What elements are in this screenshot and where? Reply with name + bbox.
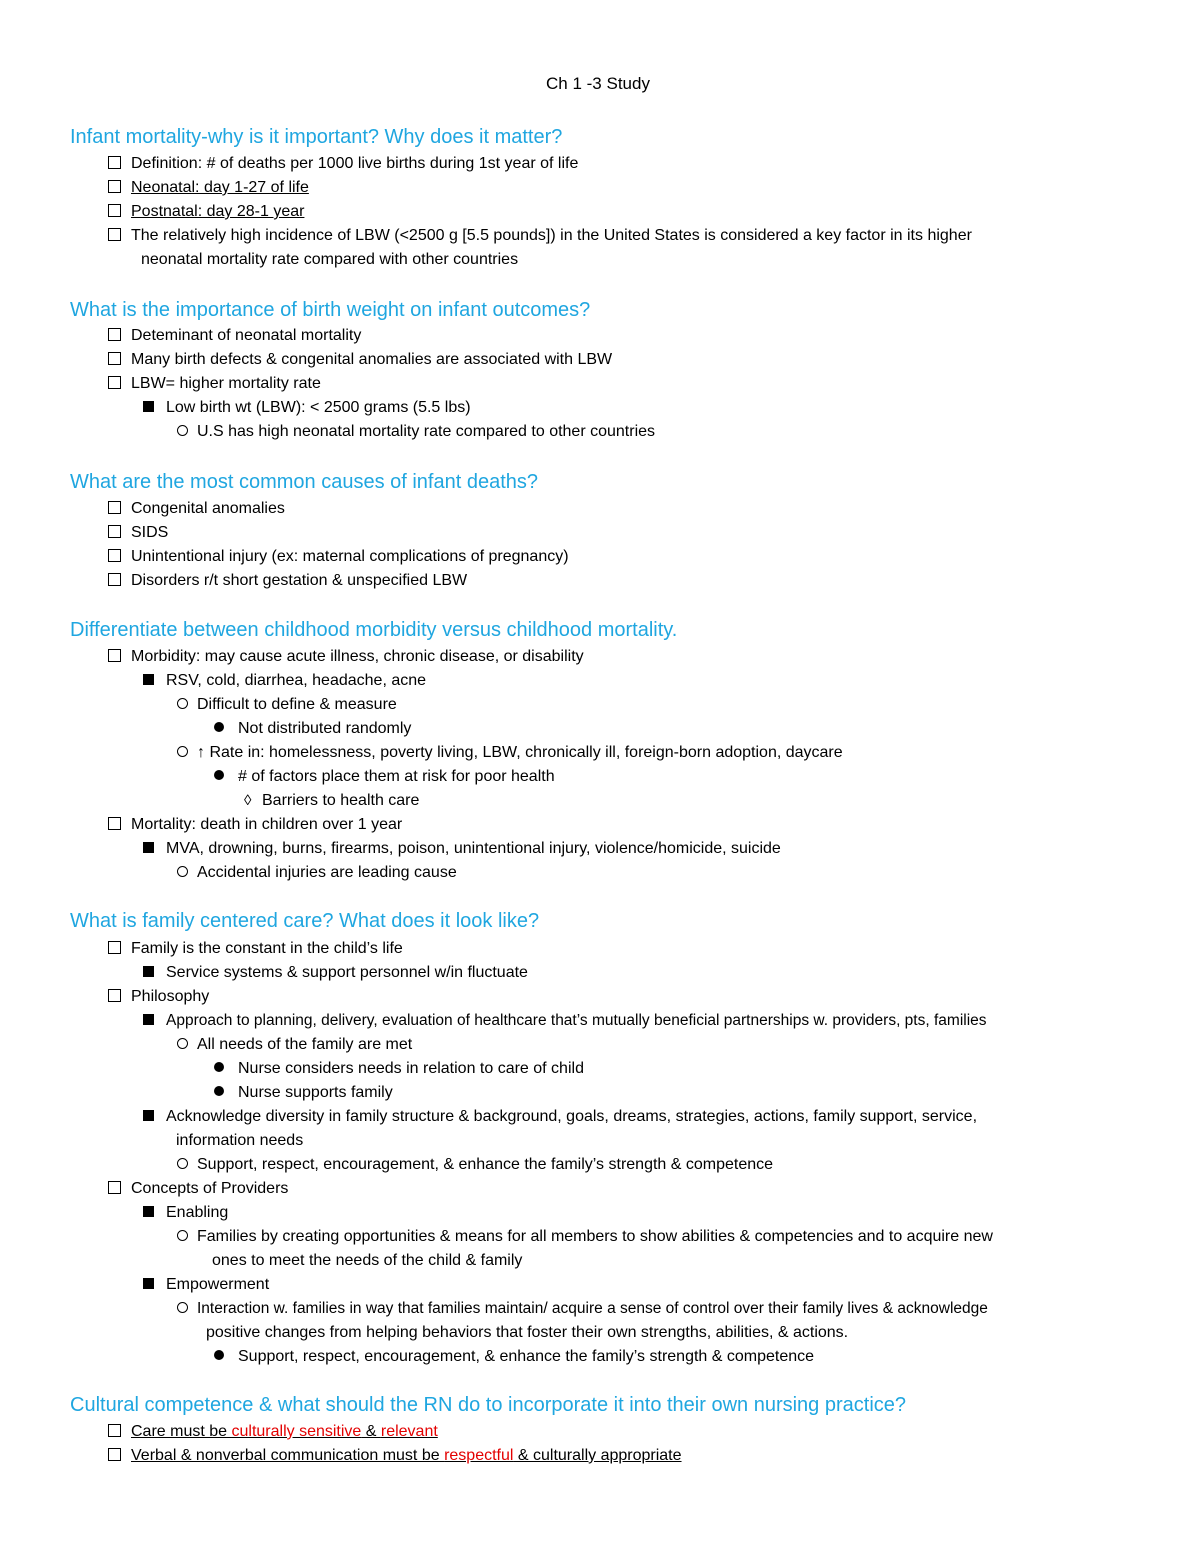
square-bullet-icon — [143, 1278, 154, 1289]
list-item: Unintentional injury (ex: maternal complications of pregnancy) — [108, 546, 569, 568]
circle-bullet-icon — [177, 1158, 188, 1169]
list-item-continuation: information needs — [176, 1132, 304, 1149]
list-item: SIDS — [108, 522, 168, 544]
list-item: Accidental injuries are leading cause — [177, 862, 457, 884]
square-bullet-icon — [143, 966, 154, 977]
square-bullet-icon — [143, 1206, 154, 1217]
section-heading: What is family centered care? What does it look like? — [70, 910, 540, 932]
list-item: Postnatal: day 28-1 year — [108, 201, 304, 223]
checkbox-icon — [108, 204, 121, 217]
square-bullet-icon — [143, 401, 154, 412]
square-bullet-icon — [143, 674, 154, 685]
list-item: Verbal & nonverbal communication must be respectful & culturally appropriate — [108, 1445, 682, 1467]
square-bullet-icon — [143, 1110, 154, 1121]
list-item-continuation: neonatal mortality rate compared with other countries — [141, 251, 519, 268]
list-item: Support, respect, encouragement, & enhance the family’s strength & competence — [214, 1346, 814, 1368]
checkbox-icon — [108, 649, 121, 662]
emphasis-text: respectful — [444, 1447, 514, 1464]
list-item: Family is the constant in the child’s life — [108, 938, 403, 960]
checkbox-icon — [108, 228, 121, 241]
list-item: U.S has high neonatal mortality rate compared to other countries — [177, 421, 655, 443]
checkbox-icon — [108, 1181, 121, 1194]
emphasis-text: relevant — [380, 1423, 438, 1440]
circle-bullet-icon — [177, 1038, 188, 1049]
section-heading: Infant mortality-why is it important? Why does it matter? — [70, 126, 563, 148]
list-item: All needs of the family are met — [177, 1034, 412, 1056]
list-item: Not distributed randomly — [214, 718, 411, 740]
list-item: Nurse considers needs in relation to care of child — [214, 1058, 584, 1080]
list-item: Philosophy — [108, 986, 209, 1008]
checkbox-icon — [108, 1448, 121, 1461]
list-item: RSV, cold, diarrhea, headache, acne — [143, 670, 426, 692]
list-item: Support, respect, encouragement, & enhance the family’s strength & competence — [177, 1154, 773, 1176]
checkbox-icon — [108, 941, 121, 954]
list-item: Enabling — [143, 1202, 228, 1224]
list-item: Difficult to define & measure — [177, 694, 397, 716]
list-item: Families by creating opportunities & means for all members to show abilities & competencies and to acquire new — [177, 1226, 993, 1248]
list-item: Neonatal: day 1-27 of life — [108, 177, 309, 199]
circle-bullet-icon — [177, 425, 188, 436]
list-item: # of factors place them at risk for poor health — [214, 766, 555, 788]
list-item: Low birth wt (LBW): < 2500 grams (5.5 lbs) — [143, 397, 471, 419]
list-item: Empowerment — [143, 1274, 269, 1296]
checkbox-icon — [108, 328, 121, 341]
list-item: Approach to planning, delivery, evaluation of healthcare that’s mutually beneficial partnerships w. providers, pts, families — [143, 1010, 987, 1032]
list-item: Congenital anomalies — [108, 498, 285, 520]
diamond-bullet-icon: ◊ — [244, 792, 252, 809]
list-item-continuation: ones to meet the needs of the child & family — [212, 1252, 523, 1269]
list-item: Interaction w. families in way that families maintain/ acquire a sense of control over their family lives & acknowledge — [177, 1298, 988, 1320]
checkbox-icon — [108, 573, 121, 586]
square-bullet-icon — [143, 1014, 154, 1025]
list-item: Acknowledge diversity in family structure & background, goals, dreams, strategies, actions, family support, service, — [143, 1106, 977, 1128]
list-item: Morbidity: may cause acute illness, chronic disease, or disability — [108, 646, 584, 668]
list-item: ↑ Rate in: homelessness, poverty living, LBW, chronically ill, foreign-born adoption, daycare — [177, 742, 843, 764]
dot-bullet-icon — [214, 1062, 224, 1072]
checkbox-icon — [108, 376, 121, 389]
list-item: LBW= higher mortality rate — [108, 373, 321, 395]
checkbox-icon — [108, 501, 121, 514]
list-item: Mortality: death in children over 1 year — [108, 814, 402, 836]
list-item: Care must be culturally sensitive & relevant — [108, 1421, 438, 1443]
checkbox-icon — [108, 525, 121, 538]
dot-bullet-icon — [214, 1086, 224, 1096]
page-title: Ch 1 -3 Study — [546, 74, 650, 93]
list-item-continuation: positive changes from helping behaviors that foster their own strengths, abilities, & actions. — [206, 1324, 849, 1341]
dot-bullet-icon — [214, 722, 224, 732]
list-item: Many birth defects & congenital anomalies are associated with LBW — [108, 349, 612, 371]
dot-bullet-icon — [214, 770, 224, 780]
checkbox-icon — [108, 989, 121, 1002]
checkbox-icon — [108, 156, 121, 169]
checkbox-icon — [108, 1424, 121, 1437]
dot-bullet-icon — [214, 1350, 224, 1360]
square-bullet-icon — [143, 842, 154, 853]
circle-bullet-icon — [177, 698, 188, 709]
section-heading: Differentiate between childhood morbidity versus childhood mortality. — [70, 619, 678, 641]
list-item: Definition: # of deaths per 1000 live births during 1st year of life — [108, 153, 578, 175]
circle-bullet-icon — [177, 866, 188, 877]
list-item: The relatively high incidence of LBW (<2500 g [5.5 pounds]) in the United States is considered a key factor in its higher — [108, 225, 972, 247]
section-heading: Cultural competence & what should the RN do to incorporate it into their own nursing practice? — [70, 1394, 907, 1416]
list-item: Nurse supports family — [214, 1082, 393, 1104]
list-item: ◊ Barriers to health care — [244, 790, 419, 812]
emphasis-text: culturally sensitive — [231, 1423, 362, 1440]
list-item: MVA, drowning, burns, firearms, poison, unintentional injury, violence/homicide, suicide — [143, 838, 781, 860]
list-item: Concepts of Providers — [108, 1178, 288, 1200]
checkbox-icon — [108, 180, 121, 193]
section-heading: What is the importance of birth weight on infant outcomes? — [70, 299, 591, 321]
circle-bullet-icon — [177, 746, 188, 757]
checkbox-icon — [108, 549, 121, 562]
checkbox-icon — [108, 817, 121, 830]
list-item: Deteminant of neonatal mortality — [108, 325, 361, 347]
circle-bullet-icon — [177, 1230, 188, 1241]
section-heading: What are the most common causes of infant deaths? — [70, 471, 539, 493]
checkbox-icon — [108, 352, 121, 365]
list-item: Disorders r/t short gestation & unspecified LBW — [108, 570, 467, 592]
list-item: Service systems & support personnel w/in fluctuate — [143, 962, 528, 984]
circle-bullet-icon — [177, 1302, 188, 1313]
